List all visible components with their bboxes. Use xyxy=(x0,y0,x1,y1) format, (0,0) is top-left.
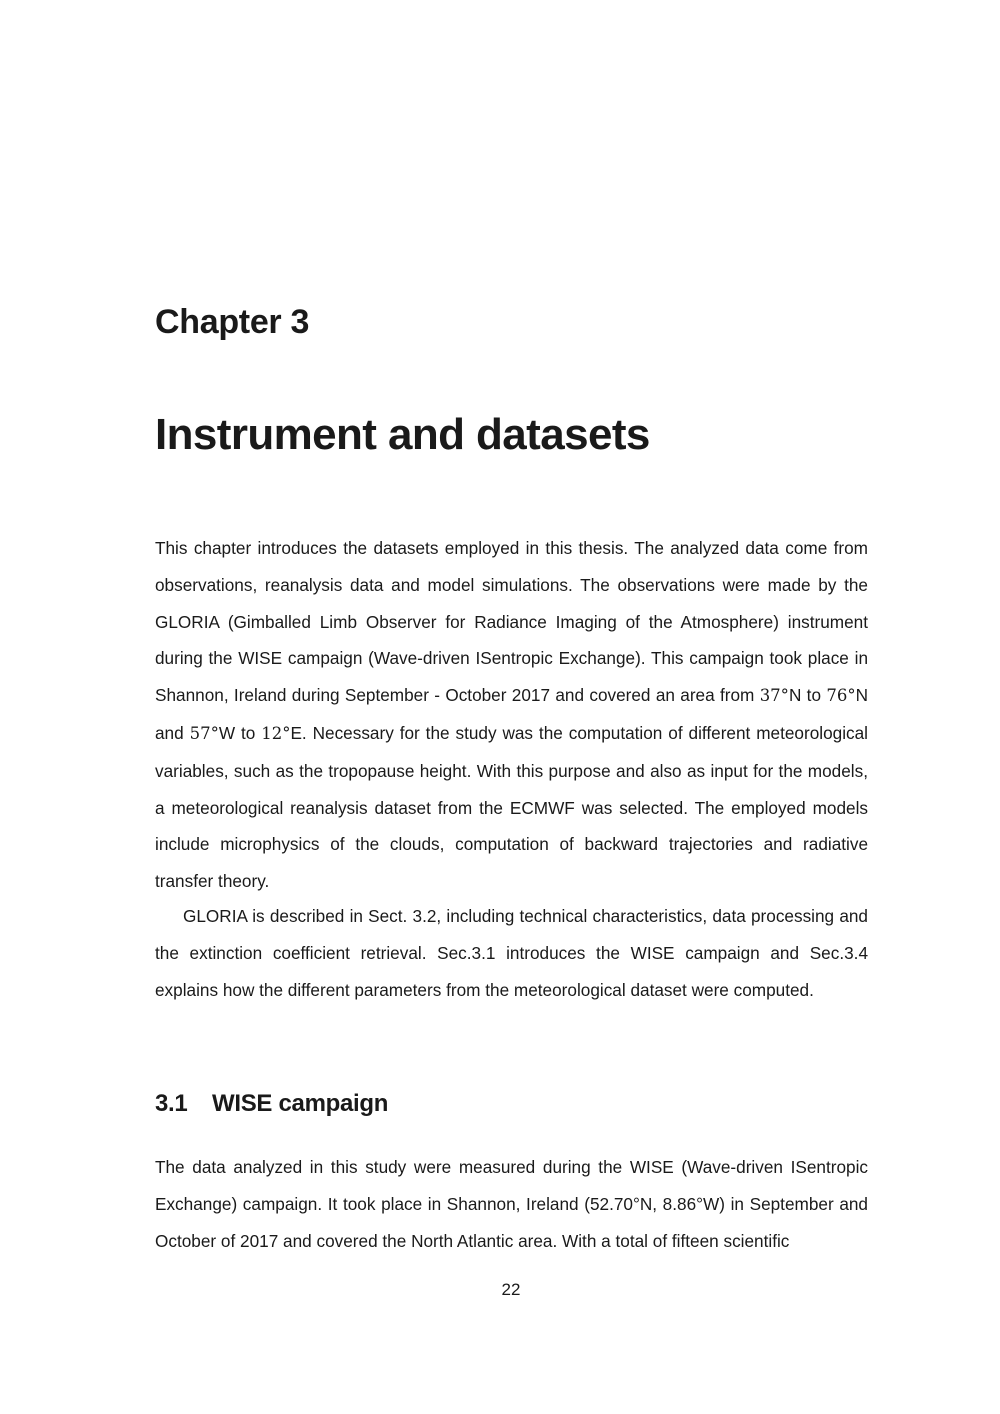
intro-text-n-to: N to xyxy=(788,685,827,706)
latitude-min: 37° xyxy=(759,686,789,706)
chapter-label: Chapter 3 xyxy=(155,303,310,341)
section-number: 3.1 xyxy=(155,1090,188,1117)
intro-text-part-2: E. Necessary for the study was the computation of different meteorological variables, such as the tropopause height. With this purpose and also as input for the models, a meteorological reanalysis dataset from the ECMWF was selected. The employed models include microphysics of the clouds, computation of backward trajectories and radiative transfer theory. xyxy=(155,722,868,892)
latitude-max: 76° xyxy=(826,686,856,706)
section-heading xyxy=(155,1090,388,1118)
intro-text-part-1: This chapter introduces the datasets employed in this thesis. The analyzed data come from observations, reanalysis data and model simulations. The observations were made by the GLORIA (Gimballed Limb Observer for Radiance Imaging of the Atmosphere) instrument during the WISE campaign (Wave-driven ISentropic Exchange). This campaign took place in Shannon, Ireland during September - October 2017 and covered an area from xyxy=(155,538,868,706)
longitude-max: 12° xyxy=(261,723,291,743)
section-paragraph-1: The data analyzed in this study were measured during the WISE (Wave-driven ISentropic Exchange) campaign. It took place in Shannon, Ireland (52.70°N, 8.86°W) in September and October of 2017 and covered the North Atlantic area. With a total of fifteen scientific xyxy=(155,1157,868,1251)
longitude-min: 57° xyxy=(189,723,219,743)
chapter-title: Instrument and datasets xyxy=(155,410,650,459)
intro-paragraph-2: GLORIA is described in Sect. 3.2, including technical characteristics, data processing and the extinction coefficient retrieval. Sec.3.1 introduces the WISE campaign and Sec.3.4 explains how the different parameters from the meteorological dataset were computed. xyxy=(155,906,868,1000)
intro-text-n-and: N and xyxy=(155,685,868,743)
page-number: 22 xyxy=(501,1280,521,1299)
intro-paragraph-1 xyxy=(155,530,868,900)
intro-text-w-to: W to xyxy=(218,722,262,743)
section-title: WISE campaign xyxy=(212,1090,389,1117)
